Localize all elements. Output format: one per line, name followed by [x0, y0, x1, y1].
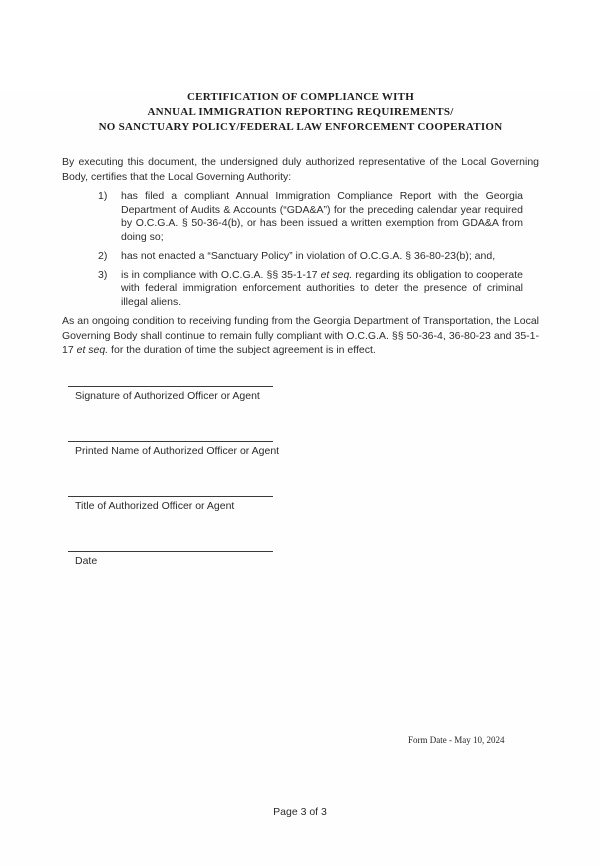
printed-name-line: [68, 441, 273, 442]
list-item-number: 3): [98, 268, 108, 281]
page-number: Page 3 of 3: [273, 806, 327, 818]
printed-name-label: Printed Name of Authorized Officer or Agent: [75, 444, 280, 457]
document-page: [0, 90, 600, 866]
signature-block: [68, 386, 539, 403]
list-item-no-sanctuary-policy: [62, 250, 539, 264]
date-block: [68, 551, 539, 568]
officer-title-line: [68, 496, 273, 497]
date-line: [68, 551, 273, 552]
officer-title-block: [68, 496, 539, 513]
document-title: [62, 90, 539, 135]
list-item-text: has filed a compliant Annual Immigration Compliance Report with the Georgia Department of Audits & Accounts (“GDA&A”) for the preceding calendar year required by O.C.G.A. § 50-36-4(b), or has been issued a written exemption from GDA&A from doing so;: [121, 190, 523, 243]
document-body: [0, 90, 600, 568]
list-item-text: has not enacted a “Sanctuary Policy” in violation of O.C.G.A. § 36-80-23(b); and,: [121, 250, 496, 262]
title-line-2: ANNUAL IMMIGRATION REPORTING REQUIREMENTS/: [147, 106, 454, 118]
list-item-number: 1): [98, 190, 108, 202]
list-item-federal-cooperation: [62, 269, 539, 310]
compliance-list: [62, 190, 539, 309]
officer-title-label: Title of Authorized Officer or Agent: [75, 499, 235, 512]
list-item-text: is in compliance with O.C.G.A. §§ 35-1-17 et seq. regarding its obligation to cooperate with federal immigration enforcement authorities to deter the presence of criminal illegal aliens.: [121, 268, 523, 308]
signature-line: [68, 386, 273, 387]
intro-paragraph: By executing this document, the undersigned duly authorized representative of the Local Governing Body, certifies that the Local Governing Authority:: [62, 156, 539, 183]
list-item-number: 2): [98, 250, 108, 262]
closing-paragraph: As an ongoing condition to receiving funding from the Georgia Department of Transportation, the Local Governing Body shall continue to remain fully compliant with O.C.G.A. §§ 50-36-4, 36-80-23 and 35-1-17 et seq. for the duration of time the subject agreement is in effect.: [62, 315, 539, 356]
date-label: Date: [75, 554, 98, 567]
printed-name-block: [68, 441, 539, 458]
title-line-3: NO SANCTUARY POLICY/FEDERAL LAW ENFORCEMENT COOPERATION: [98, 121, 503, 133]
list-item-filed-report: [62, 190, 539, 244]
title-line-1: CERTIFICATION OF COMPLIANCE WITH: [186, 91, 415, 103]
form-date: Form Date - May 10, 2024: [408, 735, 505, 745]
signature-label: Signature of Authorized Officer or Agent: [75, 389, 260, 402]
